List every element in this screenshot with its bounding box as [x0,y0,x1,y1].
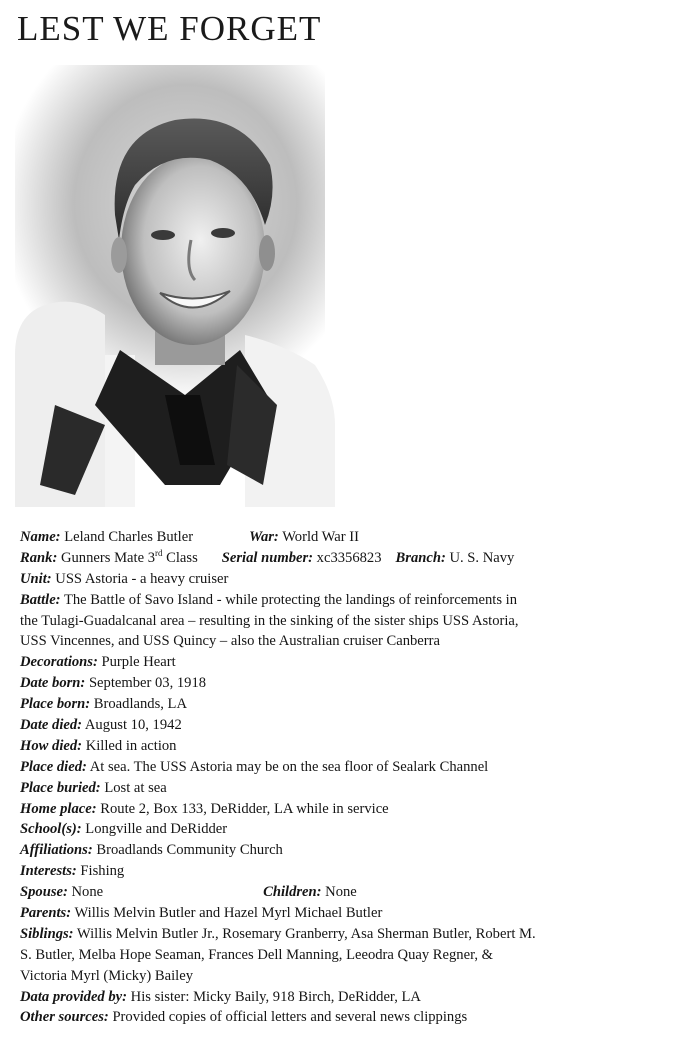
battle-row [20,590,680,611]
data-provided-row [20,987,680,1008]
battle-row-3 [20,631,680,652]
date-born-label: Date born: [20,675,86,692]
place-buried-value: Lost at sea [104,779,167,796]
schools-row [20,819,680,840]
battle-label: Battle: [20,591,61,608]
decorations-row [20,652,680,673]
date-died-label: Date died: [20,717,83,734]
other-sources-value: Provided copies of official letters and several news clippings [112,1009,468,1026]
children-label: Children: [263,884,322,901]
data-provided-label: Data provided by: [20,988,127,1005]
home-place-label: Home place: [20,800,97,817]
war-value: World War II [282,529,359,545]
how-died-label: How died: [20,737,83,754]
schools-label: School(s): [20,821,82,838]
branch-value: U. S. Navy [449,549,515,566]
children-value: None [325,884,357,901]
serial-label: Serial number: [221,549,314,566]
other-sources-row [20,1007,680,1028]
serial-value: xc3356823 [316,549,382,566]
interests-row [20,861,680,882]
parents-row [20,903,680,924]
siblings-label: Siblings: [20,925,74,942]
battle-row-2 [20,611,680,632]
rank-label: Rank: [20,549,58,566]
siblings-row [20,924,680,945]
place-born-value: Broadlands, LA [93,696,188,713]
place-died-label: Place died: [20,758,87,775]
parents-value: Willis Melvin Butler and Hazel Myrl Michael Butler [74,905,383,922]
other-sources-label: Other sources: [20,1009,109,1026]
parents-label: Parents: [20,905,72,922]
how-died-value: Killed in action [85,737,177,754]
place-buried-label: Place buried: [20,779,101,796]
siblings-row-2 [20,945,680,966]
siblings-value-line3: Victoria Myrl (Micky) Bailey [20,967,193,984]
sailor-portrait-icon [15,65,375,507]
unit-row [20,569,680,590]
affiliations-label: Affiliations: [20,842,93,859]
data-provided-value: His sister: Micky Baily, 918 Birch, DeRidder, LA [130,988,421,1005]
siblings-row-3 [20,966,680,987]
battle-value-line2: the Tulagi-Guadalcanal area – resulting in the sinking of the sister ships USS Astoria, [20,612,519,629]
place-born-row [20,694,680,715]
place-died-value: At sea. The USS Astoria may be on the sea floor of Sealark Channel [89,758,489,775]
home-place-row [20,799,680,820]
affiliations-value: Broadlands Community Church [96,842,283,859]
home-place-value: Route 2, Box 133, DeRidder, LA while in service [100,800,389,817]
how-died-row [20,736,680,757]
name-value: Leland Charles Butler [64,529,194,545]
spouse-label: Spouse: [20,884,68,901]
place-died-row [20,757,680,778]
date-born-value: September 03, 1918 [88,675,207,692]
decorations-value: Purple Heart [101,654,176,671]
siblings-value-line2: S. Butler, Melba Hope Seaman, Frances Dell Manning, Leeodra Quay Regner, & [20,946,493,963]
decorations-label: Decorations: [20,654,98,671]
affiliations-row [20,840,680,861]
schools-value: Longville and DeRidder [85,821,228,838]
spouse-children-row [20,882,680,903]
interests-label: Interests: [20,863,77,880]
unit-label: Unit: [20,570,52,587]
page-title: LEST WE FORGET [17,9,322,48]
place-buried-row [20,778,680,799]
spouse-value: None [71,884,104,901]
date-born-row [20,673,680,694]
siblings-value-line1: Willis Melvin Butler Jr., Rosemary Granberry, Asa Sherman Butler, Robert M. [76,925,536,942]
rank-row [20,548,680,569]
war-label: War: [249,529,279,545]
interests-value: Fishing [80,863,125,880]
branch-label: Branch: [395,549,446,566]
battle-value-line3: USS Vincennes, and USS Quincy – also the Australian cruiser Canberra [20,633,440,650]
place-born-label: Place born: [20,696,91,713]
battle-value-line1: The Battle of Savo Island - while protecting the landings of reinforcements in [63,591,518,608]
name-war-row [20,527,680,548]
name-label: Name: [20,529,61,545]
unit-value: USS Astoria - a heavy cruiser [55,570,229,587]
date-died-row [20,715,680,736]
date-died-value: August 10, 1942 [84,717,182,734]
rank-value: Gunners Mate 3rd Class [60,548,198,566]
bio-section [20,527,680,1028]
